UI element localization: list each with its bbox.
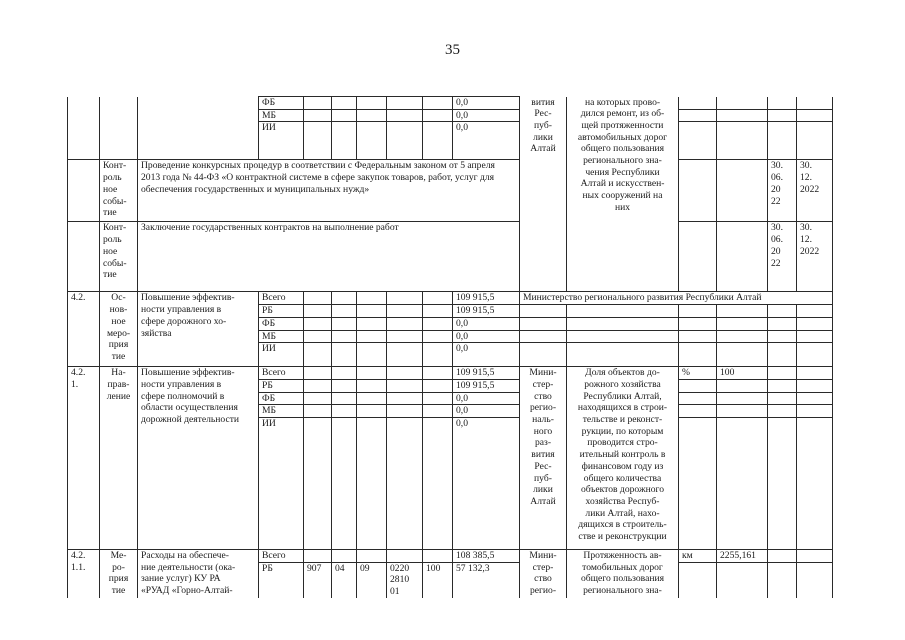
row-name: Повышение эффектив- ности управления в сфере полномочий в области осуществления дорожной деятельности bbox=[138, 367, 259, 550]
table-row: ИИ 0,0 bbox=[68, 122, 833, 160]
table-row bbox=[68, 222, 833, 292]
indicator: Доля объектов до- рожного хозяйства Республики Алтай, находящихся в строи- тельстве и реконст- рукции, по которым проводится стро- ительный контроль в финансовом году из общего количества объектов дорожного хозяйства Респуб- лики Алтай, нахо- дящихся в строитель- стве и реконструкции bbox=[567, 367, 679, 550]
table-row: ФБ 0,0 bbox=[68, 392, 833, 405]
table-row: ИИ 0,0 bbox=[68, 343, 833, 367]
table-row: МБ 0,0 bbox=[68, 330, 833, 343]
event-type: Конт- роль ное собы- тие bbox=[100, 160, 138, 222]
executor: Мини- стер- ство регио- bbox=[520, 550, 567, 599]
table-row bbox=[68, 160, 833, 222]
event-start: 30. 06. 20 22 bbox=[768, 222, 797, 292]
program-table bbox=[67, 96, 833, 598]
table-row: 4.2. 1.1. Ме- ро- прия тие Расходы на обеспече- ние деятельности (ока- зание услуг) КУ РА «РУАД «Горно-Алтай- Всего 108 385,5 Мини- стер- ство регио- Протяженность ав- томобильных дорог общего пользования регионального зна- км 2255,161 bbox=[68, 550, 833, 563]
table-row: ФБ 0,0 bbox=[68, 317, 833, 330]
table-row: РБ 907 04 09 0220 2810 01 100 57 132,3 bbox=[68, 562, 833, 598]
page-number: 35 bbox=[445, 42, 460, 58]
event-text: Проведение конкурсных процедур в соответствии с Федеральным законом от 5 апреля 2013 года № 44-ФЗ «О контрактной системе в сфере закупок товаров, работ, услуг для обеспечения государственных и муниципальных нужд» bbox=[138, 160, 520, 222]
table-row: 4.2. Ос- нов- ное меро- прия тие Повышение эффектив- ности управления в сфере дорожного хо- зяйства Всего 109 915,5 Министерство регионального развития Республики Алтай bbox=[68, 292, 833, 305]
executor: Министерство регионального развития Республики Алтай bbox=[520, 292, 833, 305]
table-row: РБ 109 915,5 bbox=[68, 305, 833, 318]
table-row: ИИ 0,0 bbox=[68, 418, 833, 550]
event-end: 30. 12. 2022 bbox=[797, 222, 833, 292]
table-row: ФБ 0,0 вития Рес- пуб- лики Алтай на которых прово- дился ремонт, из об- щей протяженности автомобильных дорог общего пользования регионального зна- чения Республики Алтай и искусствен- ных сооружений на них bbox=[68, 97, 833, 110]
fund-fb: ФБ bbox=[259, 97, 304, 110]
ministry-cell: вития Рес- пуб- лики Алтай bbox=[520, 97, 567, 292]
row-name: Расходы на обеспече- ние деятельности (ока- зание услуг) КУ РА «РУАД «Горно-Алтай- bbox=[138, 550, 259, 599]
event-start: 30. 06. 20 22 bbox=[768, 160, 797, 222]
table-row: 4.2. 1. На- прав- ление Повышение эффектив- ности управления в сфере полномочий в области осуществления дорожной деятельности Всего 109 915,5 Мини- стер- ство регио- наль- ного раз- вития Рес- пуб- лики Алтай Доля объектов до- рожного хозяйства Республики Алтай, находящихся в строи- тельстве и реконст- рукции, по которым проводится стро- ительный контроль в финансовом году из общего количества объектов дорожного хозяйства Респуб- лики Алтай, нахо- дящихся в строитель- стве и реконструкции % 100 bbox=[68, 367, 833, 380]
table-row: РБ 109 915,5 bbox=[68, 379, 833, 392]
table-row: МБ 0,0 bbox=[68, 405, 833, 418]
table-row: МБ 0,0 bbox=[68, 109, 833, 122]
event-type: Конт- роль ное собы- тие bbox=[100, 222, 138, 292]
executor: Мини- стер- ство регио- наль- ного раз- вития Рес- пуб- лики Алтай bbox=[520, 367, 567, 550]
indicator: Протяженность ав- томобильных дорог общего пользования регионального зна- bbox=[567, 550, 679, 599]
event-text: Заключение государственных контрактов на выполнение работ bbox=[138, 222, 520, 292]
row-name: Повышение эффектив- ности управления в сфере дорожного хо- зяйства bbox=[138, 292, 259, 367]
indicator-cell: на которых прово- дился ремонт, из об- щей протяженности автомобильных дорог общего пользования регионального зна- чения Республики Алтай и искусствен- ных сооружений на них bbox=[567, 97, 679, 292]
event-end: 30. 12. 2022 bbox=[797, 160, 833, 222]
